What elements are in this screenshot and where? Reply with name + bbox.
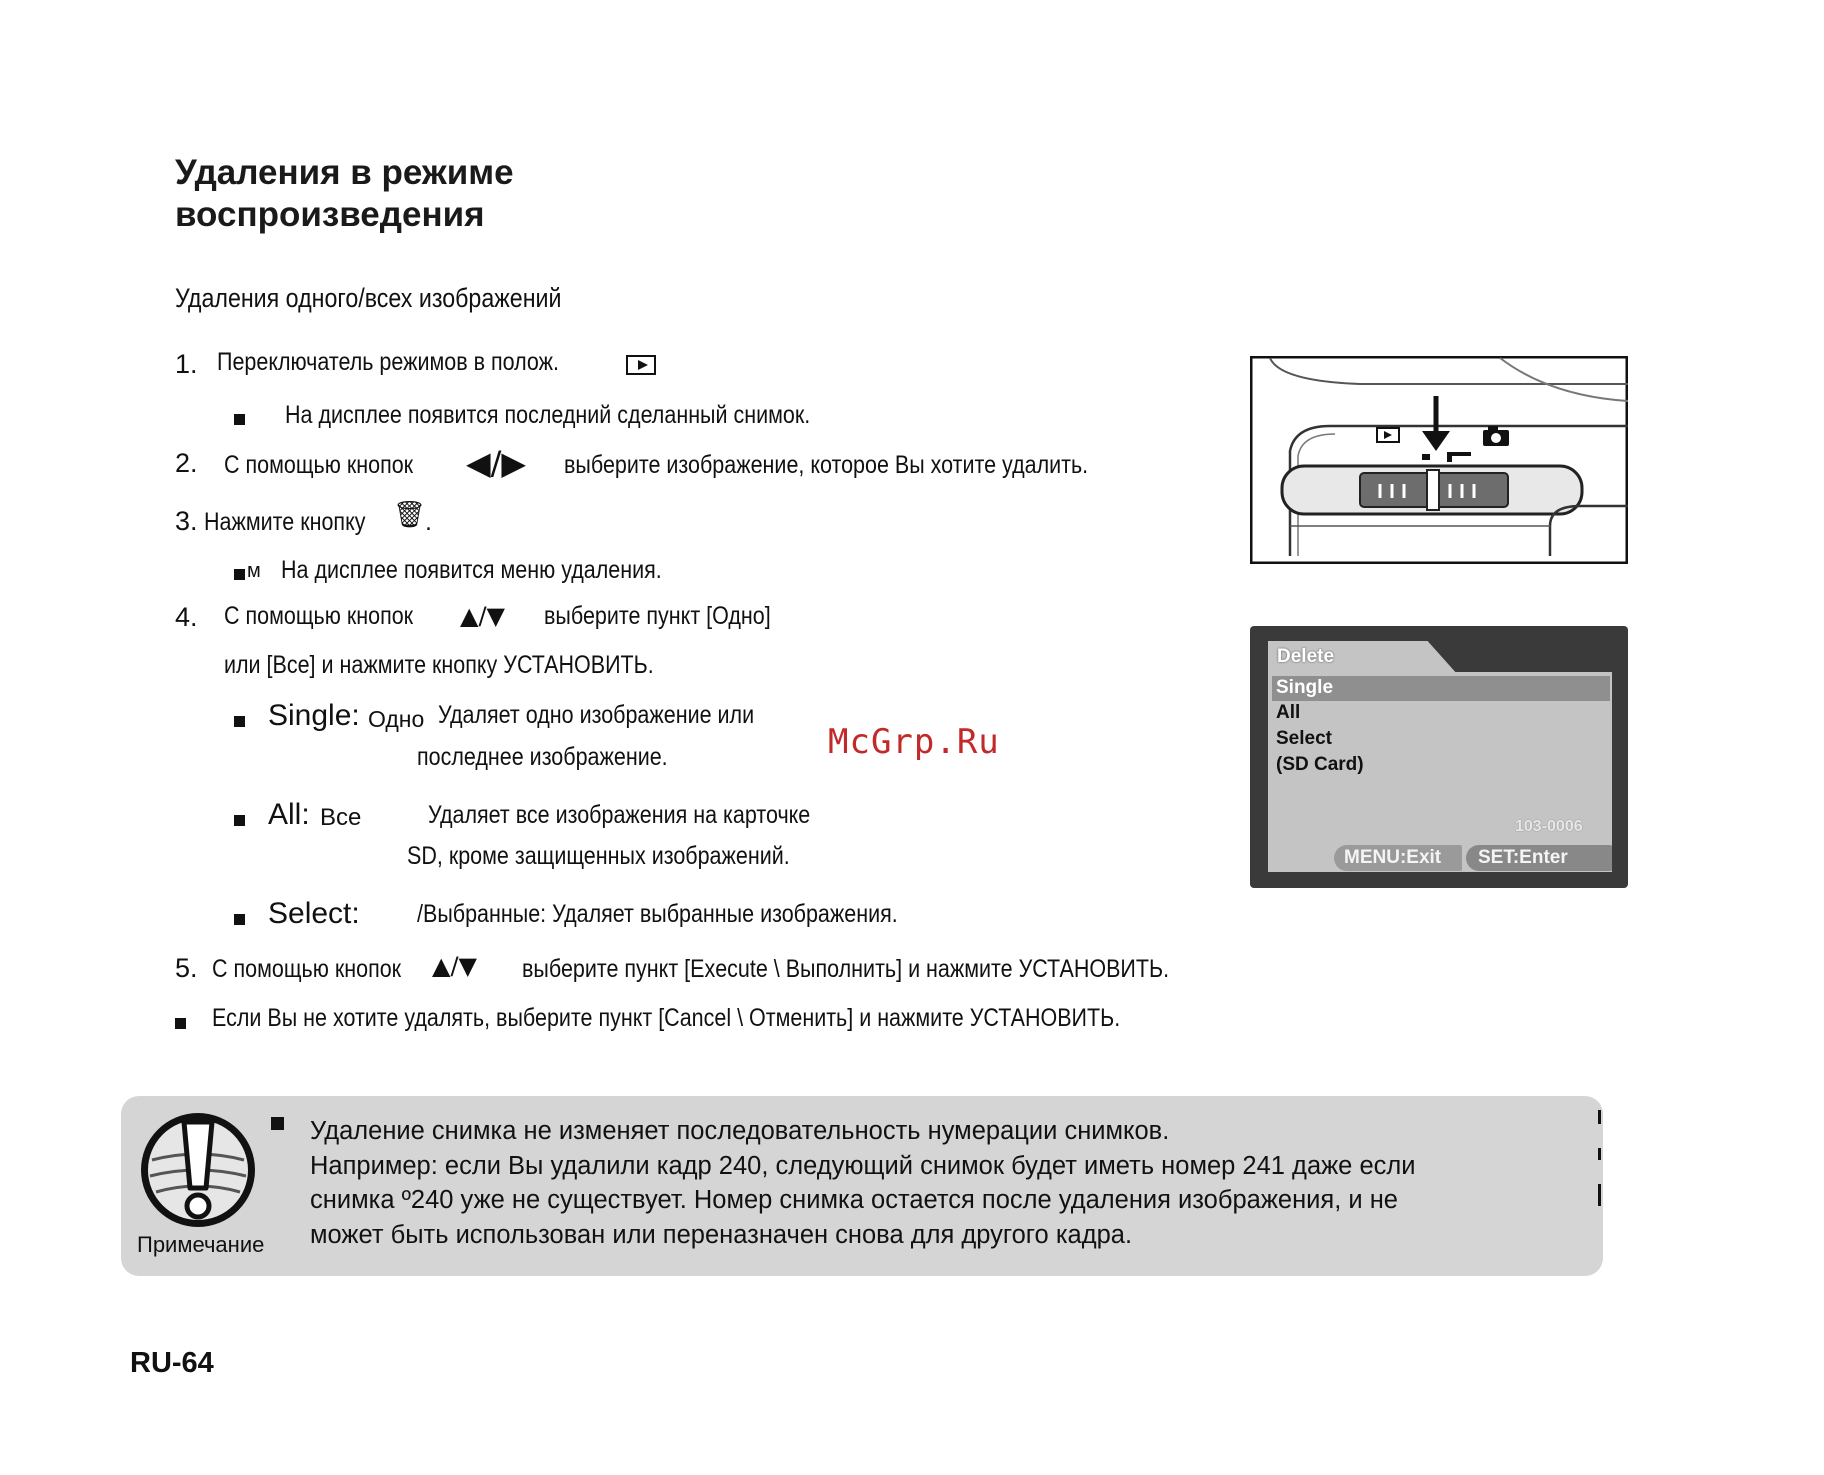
bullet-square xyxy=(234,815,245,826)
note-line-4: может быть использован или переназначен снова для другого кадра. xyxy=(310,1220,1133,1249)
step-4-number: 4. xyxy=(175,602,198,632)
up-down-arrows-icon: ▲/▼ xyxy=(432,952,477,980)
step-1-bullet: На дисплее появится последний сделанный снимок. xyxy=(285,401,811,429)
edge-mark xyxy=(1598,1148,1601,1160)
note-text xyxy=(310,1114,1600,1252)
note-line-3: снимка º240 уже не существует. Номер снимка остается после удаления изображения, и не xyxy=(310,1186,1398,1214)
camera-menu-tab-label: Delete xyxy=(1277,646,1335,667)
edge-mark xyxy=(1598,1184,1601,1206)
step-4-text-after: выберите пункт [Одно] xyxy=(544,602,771,630)
option-all-desc2: SD, кроме защищенных изображений. xyxy=(407,842,790,870)
bullet-square xyxy=(234,414,245,425)
playback-mode-icon xyxy=(626,355,656,375)
step-4-line2: или [Все] и нажмите кнопку УСТАНОВИТЬ. xyxy=(224,651,654,679)
step-2-text-after: выберите изображение, которое Вы хотите удалить. xyxy=(564,451,1089,479)
option-all-desc1: Удаляет все изображения на карточке xyxy=(428,801,811,829)
mode-dial-illustration xyxy=(1250,356,1628,564)
option-single-desc2: последнее изображение. xyxy=(417,743,668,771)
step-1-number: 1. xyxy=(175,349,198,379)
step-5-text: С помощью кнопок xyxy=(212,955,402,983)
step-4-text: С помощью кнопок xyxy=(224,602,414,630)
bullet-square xyxy=(234,716,245,727)
step-2-text: С помощью кнопок xyxy=(224,451,414,479)
exclamation-icon xyxy=(138,1110,258,1230)
edge-mark xyxy=(1598,1110,1601,1124)
bullet-square xyxy=(234,569,245,580)
bullet-square xyxy=(175,1018,186,1029)
step-3-bullet-prefix: м xyxy=(247,560,261,582)
page-title xyxy=(175,152,514,236)
set-enter-button[interactable] xyxy=(1466,845,1612,871)
option-single-desc1: Удаляет одно изображение или xyxy=(438,701,755,729)
option-all-key: All: xyxy=(268,798,310,831)
step-5-text-after: выберите пункт [Execute \ Выполнить] и нажмите УСТАНОВИТЬ. xyxy=(522,955,1170,983)
bullet-square xyxy=(234,914,245,925)
option-single-ru: Одно xyxy=(368,706,425,732)
note-label: Примечание xyxy=(137,1232,265,1257)
step-3-dot: . xyxy=(425,508,432,536)
step-2-number: 2. xyxy=(175,448,198,478)
option-select-desc: /Выбранные: Удаляет выбранные изображения. xyxy=(417,900,898,928)
up-down-arrows-icon: ▲/▼ xyxy=(460,602,505,630)
cancel-text: Если Вы не хотите удалять, выберите пункт [Cancel \ Отменить] и нажмите УСТАНОВИТЬ. xyxy=(212,1004,1121,1032)
step-3-bullet: На дисплее появится меню удаления. xyxy=(281,556,662,584)
note-line-1: Удаление снимка не изменяет последовательность нумерации снимков. xyxy=(310,1117,1170,1145)
camera-menu-item-all[interactable]: All xyxy=(1276,702,1301,723)
camera-menu-file-counter: 103-0006 xyxy=(1515,818,1583,835)
note-line-2: Например: если Вы удалили кадр 240, следующий снимок будет иметь номер 241 даже если xyxy=(310,1151,1416,1180)
option-single-key: Single: xyxy=(268,699,360,732)
set-enter-label: SET:Enter xyxy=(1478,847,1568,868)
option-all-ru: Все xyxy=(320,804,362,831)
section-subtitle: Удаления одного/всех изображений xyxy=(175,283,562,313)
camera-menu-item-sd-card: (SD Card) xyxy=(1276,754,1364,775)
page-number: RU-64 xyxy=(130,1347,214,1379)
menu-exit-button[interactable] xyxy=(1334,845,1462,871)
page-title-line2: воспроизведения xyxy=(175,195,485,234)
page-title-line1: Удаления в режиме xyxy=(175,153,514,192)
step-5-number: 5. xyxy=(175,953,198,983)
note-bullet-square xyxy=(271,1117,284,1130)
step-3-text: Нажмите кнопку xyxy=(204,508,366,536)
watermark: McGrp.Ru xyxy=(828,722,1000,762)
menu-exit-label: MENU:Exit xyxy=(1344,847,1442,868)
step-3-number: 3. xyxy=(175,506,198,536)
step-1-text: Переключатель режимов в полож. xyxy=(217,348,560,376)
camera-menu-item-select[interactable]: Select xyxy=(1276,728,1332,749)
camera-menu-item-single[interactable]: Single xyxy=(1276,677,1334,698)
option-select-key: Select: xyxy=(268,897,360,930)
left-right-arrows-icon: ◀/▶ xyxy=(466,444,526,482)
trash-icon: 🗑 xyxy=(393,500,427,530)
